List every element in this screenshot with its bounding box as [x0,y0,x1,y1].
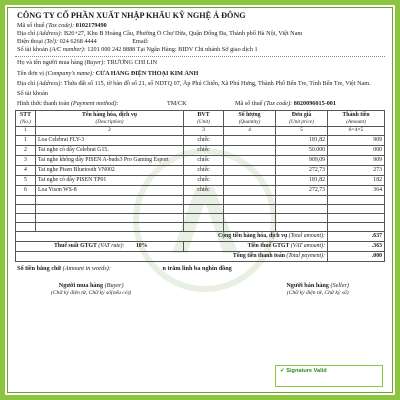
table-row-empty [16,222,385,231]
signature-valid-stamp: ✓ Signature Valid [275,365,383,387]
header-stt: STT (No.) [16,111,36,127]
seller-email-label: Email: [132,37,149,45]
buyer-signature: Người mua hàng (Buyer) (Chữ ký điện tử, Chữ ký số(nếu có)) [51,282,132,297]
items-table [15,110,385,262]
payment-tax-row [17,100,385,108]
amount-in-words: n trăm linh ba nghìn đồng [162,264,232,272]
subtotal-row: Cộng tiền hàng hóa, dịch vụ (Total amount): .637 [16,231,385,241]
header-description: Tên hàng hóa, dịch vụ (Description) [36,111,184,127]
check-icon: ✓ [280,368,285,374]
table-row-empty [16,213,385,222]
table-row: 1 Loa Celebrat FLY-3 chiếc 181,82 909 [16,135,385,145]
table-row: 6 Loa Yison WS-8 chiếc 272,73 364 [16,185,385,195]
total-value: .000 [328,251,385,261]
seller-tax-code: 0102179490 [75,22,107,30]
buyer-section [15,59,385,108]
vat-row: Thuế suất GTGT (VAT rate): 10% Tiền thuế GTGT (VAT amount): .363 [16,241,385,251]
table-row: 3 Tai nghe không dây PISEN A-buds3 Pro Gaming Esport chiếc 909,09 909 [16,155,385,165]
buyer-account-line: Số tài khoản [17,90,48,97]
payment-method: TM/CK [167,100,187,108]
buyer-person-line: Họ và tên người mua hàng (Buyer): TRƯƠNG CHÍ LIN [17,59,158,67]
table-row: 4 Tai nghe Pisen Bluetooth VN002 chiếc 272,73 273 [16,165,385,175]
column-number-row: 1 2 3 4 5 6=4×5 [16,126,385,135]
header-unit: ĐVT (Unit) [184,111,224,127]
vat-rate: 10% [135,242,148,249]
buyer-person: TRƯƠNG CHÍ LIN [106,59,158,67]
buyer-unit: CỬA HÀNG ĐIỆN THOẠI KIM ÁNH [95,69,199,77]
table-row: 5 Tai nghe có dây PISEN TP01 chiếc 181,82 182 [16,175,385,185]
signature-row [15,282,385,297]
header-quantity: Số lượng (Quantity) [224,111,276,127]
vat-amount: .363 [328,241,385,251]
buyer-tax-code: 8020096015-001 [293,100,336,108]
buyer-tax-group: Mã số thuế (Tax code): 8020096015-001 [235,100,336,108]
header-unit-price: Đơn giá (Unit price) [276,111,328,127]
buyer-unit-line: Tên đơn vị (Company's name): CỬA HÀNG ĐIỆN THOẠI KIM ÁNH [17,69,199,77]
seller-account: 1201 000 242 8888 Tại Ngân Hàng: BIDV Chi nhánh Sở giao dịch 1 [87,45,258,53]
seller-name: CÔNG TY CỔ PHẦN XUẤT NHẬP KHẨU KỸ NGHỆ Á ĐÔNG [17,11,246,20]
divider [15,56,385,57]
seller-address: B26+27, Khu B Hoàng Cầu, Phường Ô Chợ Dừa, Quận Đống Đa, Thành phố Hà Nội, Việt Nam [64,30,303,37]
table-row: 2 Tai nghe có dây Celebrat G15. chiếc 50.000 000 [16,145,385,155]
table-header-row [16,111,385,127]
invoice-content [15,11,385,389]
seller-phone: 024 6268 4444 [59,37,97,45]
total-row: Tổng tiền thanh toán (Total payment): .000 [16,251,385,261]
subtotal-value: .637 [328,231,385,241]
header-amount: Thành tiền (Amount) [328,111,385,127]
amount-in-words-line: Số tiền bằng chữ (Amount in words): n trăm linh ba nghìn đồng [17,264,232,272]
seller-phone-line: Điện thoại (Tel): 024 6268 4444 Email: [17,37,149,45]
seller-account-line: Số tài khoản (A/C number): 1201 000 242 8888 Tại Ngân Hàng: BIDV Chi nhánh Sở giao dịch 1 [17,45,258,53]
seller-tax-line: Mã số thuế (Tax code): 0102179490 [17,22,107,30]
buyer-address: Thửa đất số 115, tờ bản đồ số 21, số NDTQ 07, Ấp Phú Chiến, Xã Phú Hưng, Thành Phố Bến Tre, Tỉnh Bến Tre, Việt Nam. [63,79,371,87]
table-row-empty [16,204,385,213]
payment-label-group: Hình thức thanh toán (Payment method): [17,100,119,108]
seller-address-line: Địa chỉ (Address): B26+27, Khu B Hoàng Cầu, Phường Ô Chợ Dừa, Quận Đống Đa, Thành phố Hà Nội, Việt Nam [17,30,303,37]
table-row-empty [16,195,385,204]
buyer-address-line: Địa chỉ (Address): Thửa đất số 115, tờ bản đồ số 21, số NDTQ 07, Ấp Phú Chiến, Xã Phú Hưng, Thành Phố Bến Tre, Tỉnh Bến Tre, Việt Nam. [17,79,371,87]
seller-signature: Người bán hàng (Seller) (Chữ ký điện tử, Chữ ký số) [286,282,349,297]
